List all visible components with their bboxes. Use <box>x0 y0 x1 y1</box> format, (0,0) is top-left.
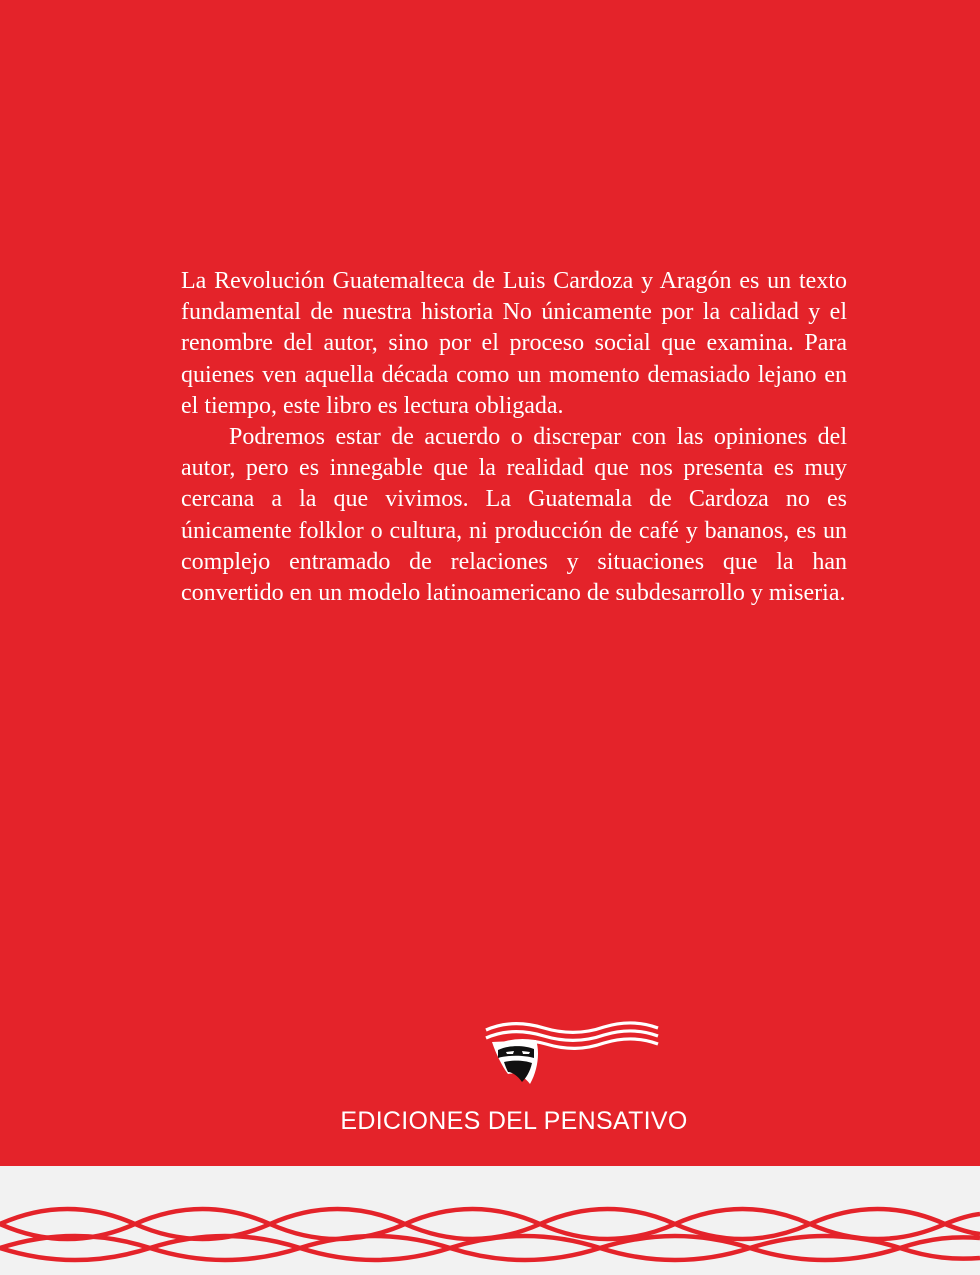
decorative-wave-band <box>0 1166 980 1275</box>
blurb-text <box>181 266 847 609</box>
masked-face-wave-logo-icon <box>484 1018 660 1090</box>
blurb-paragraph-1: La Revolución Guatemalteca de Luis Cardoza y Aragón es un texto fundamental de nuestra historia No únicamente por la calidad y el renombre del autor, sino por el proceso social que examina. Para quienes ven aquella década como un momento demasiado lejano en el tiempo, este libro es lectura obligada. <box>181 268 847 419</box>
blurb-paragraph-2: Podremos estar de acuerdo o discrepar con las opiniones del autor, pero es innegable que la realidad que nos presenta es muy cercana a la que vivimos. La Guatemala de Cardoza no es únicamente folklor o cultura, ni producción de café y bananos, es un complejo entramado de relaciones y situaciones que la han convertido en un modelo latinoamericano de subdesarrollo y miseria. <box>181 424 847 607</box>
publisher-name: EDICIONES DEL PENSATIVO <box>340 1107 688 1135</box>
interlaced-waves-icon <box>0 1166 980 1275</box>
